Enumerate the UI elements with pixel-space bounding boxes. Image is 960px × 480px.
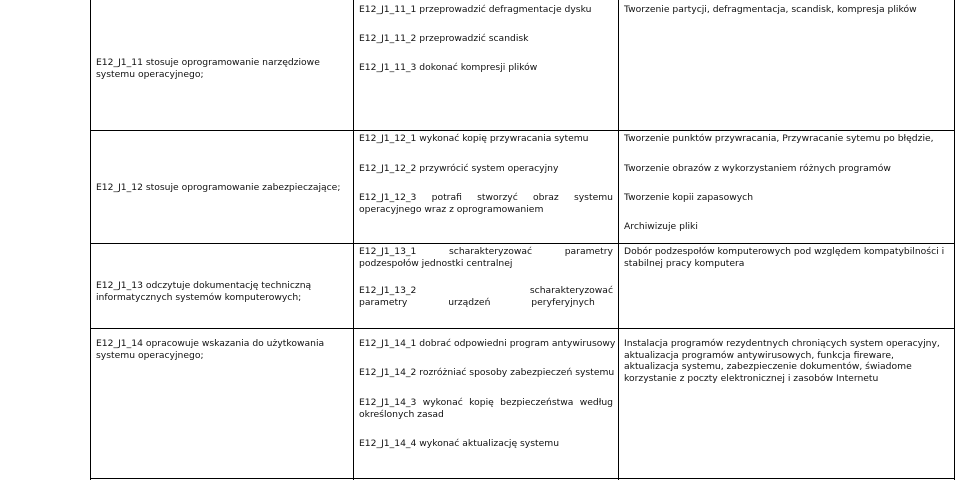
criteria-text: E12_J1_14_2 rozróżniać sposoby zabezpieczeń systemu <box>359 367 615 378</box>
criteria-text: E12_J1_12_3 potrafi stworzyć obraz systemu operacyjnego wraz z oprogramowaniem <box>359 192 613 215</box>
table-border-bottom <box>90 478 955 479</box>
effect-text: E12_J1_13 odczytuje dokumentację techniczną informatycznych systemów komputerowych; <box>96 280 312 303</box>
criteria-text: E12_J1_11_1 przeprowadzić defragmentacje dysku <box>359 4 592 15</box>
content-text: Tworzenie partycji, defragmentacja, scandisk, kompresja plików <box>624 4 917 15</box>
content-text: Tworzenie obrazów z wykorzystaniem różnych programów <box>624 163 891 174</box>
criteria-text: E12_J1_14_1 dobrać odpowiedni program antywirusowy <box>359 338 616 349</box>
effect-text: E12_J1_14 opracowuje wskazania do użytkowania systemu operacyjnego; <box>96 338 325 361</box>
criteria-text: E12_J1_11_2 przeprowadzić scandisk <box>359 33 529 44</box>
content-text: Tworzenie kopii zapasowych <box>624 192 754 203</box>
content-text: Instalacja programów rezydentnych chroniących system operacyjny, aktualizacja programów antywirusowych, funkcja fireware, aktualizacja systemu, zabezpieczenie dokumentów, świadome korzystanie z poczty elektronicznej i zasobów Internetu <box>624 338 940 384</box>
criteria-text: E12_J1_14_3 wykonać kopię bezpieczeństwa według określonych zasad <box>359 397 613 420</box>
effect-text: E12_J1_11 stosuje oprogramowanie narzędziowe systemu operacyjnego; <box>96 57 320 80</box>
criteria-text: E12_J1_12_1 wykonać kopię przywracania sytemu <box>359 133 589 144</box>
content-text: Tworzenie punktów przywracania, Przywracanie sytemu po błędzie, <box>624 133 934 144</box>
criteria-text: E12_J1_12_2 przywrócić system operacyjny <box>359 163 559 174</box>
table-row <box>0 328 960 478</box>
table-row <box>0 243 960 328</box>
content-text: Archiwizuje pliki <box>624 221 698 232</box>
criteria-text: E12_J1_14_4 wykonać aktualizację systemu <box>359 438 560 449</box>
content-text: Dobór podzespołów komputerowych pod względem kompatybilności i stabilnej pracy komputera <box>624 246 945 269</box>
criteria-text: E12_J1_13_1 scharakteryzować parametry podzespołów jednostki centralnej <box>359 246 613 269</box>
criteria-text: E12_J1_13_2 scharakteryzować parametry urządzeń peryferyjnych <box>359 285 613 308</box>
criteria-text: E12_J1_11_3 dokonać kompresji plików <box>359 62 538 73</box>
effect-text: E12_J1_12 stosuje oprogramowanie zabezpieczające; <box>96 182 341 193</box>
table-row <box>0 0 960 130</box>
table-row <box>0 130 960 243</box>
